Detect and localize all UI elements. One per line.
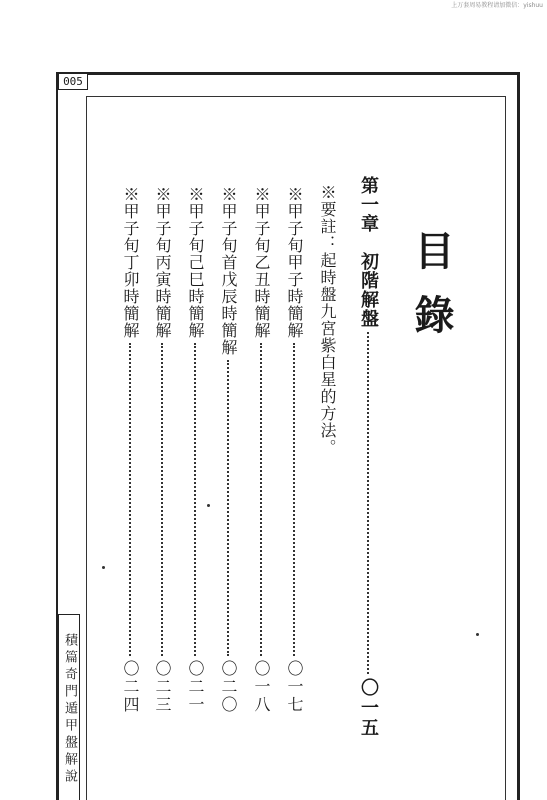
toc-title: 目錄 (408, 230, 455, 358)
scan-speck (476, 633, 479, 636)
dotted-leader (260, 343, 262, 656)
toc-entry-label: ※甲子旬丁卯時簡解 (121, 186, 140, 339)
toc-entry-label: ※甲子旬丙寅時簡解 (153, 186, 172, 339)
dotted-leader (227, 360, 229, 656)
dotted-leader (367, 332, 369, 674)
toc-entry-label: ※甲子旬甲子時簡解 (285, 186, 304, 339)
watermark-text: 上万套周易教程请加微信：yishuu (451, 2, 543, 9)
dotted-leader (161, 343, 163, 656)
toc-entry-label: 第一章 初階解盤 (358, 176, 379, 328)
toc-entry-page: 〇一七 (285, 660, 304, 714)
book-spine-title: 積篇奇門遁甲盤解說 (58, 614, 80, 800)
toc-entry-label: ※甲子旬首戊辰時簡解 (219, 186, 238, 356)
toc-entry[interactable] (182, 186, 208, 714)
toc-entry[interactable] (117, 186, 143, 714)
toc-entry-note[interactable] (314, 184, 340, 456)
toc-entry[interactable] (248, 186, 274, 714)
toc-entry-label: ※甲子旬己巳時簡解 (186, 186, 205, 339)
toc-entry[interactable] (149, 186, 175, 714)
toc-entry-page: 〇一五 (358, 678, 379, 738)
toc-entry-chapter-1[interactable] (355, 176, 381, 738)
toc-entry-page: 〇一八 (252, 660, 271, 714)
toc-entry-page: 〇二〇 (219, 660, 238, 714)
scan-speck (102, 566, 105, 569)
toc-entry[interactable] (215, 186, 241, 714)
dotted-leader (129, 343, 131, 656)
toc-entry[interactable] (281, 186, 307, 714)
dotted-leader (194, 343, 196, 656)
dotted-leader (293, 343, 295, 656)
page-number: 005 (58, 73, 88, 90)
toc-entry-page: 〇二四 (121, 660, 140, 714)
toc-entry-label: ※甲子旬乙丑時簡解 (252, 186, 271, 339)
scan-speck (207, 504, 210, 507)
toc-entry-label: ※要註：起時盤九宮紫白星的方法。 (318, 184, 337, 456)
toc-entry-page: 〇二三 (153, 660, 172, 714)
toc-entry-page: 〇二一 (186, 660, 205, 714)
